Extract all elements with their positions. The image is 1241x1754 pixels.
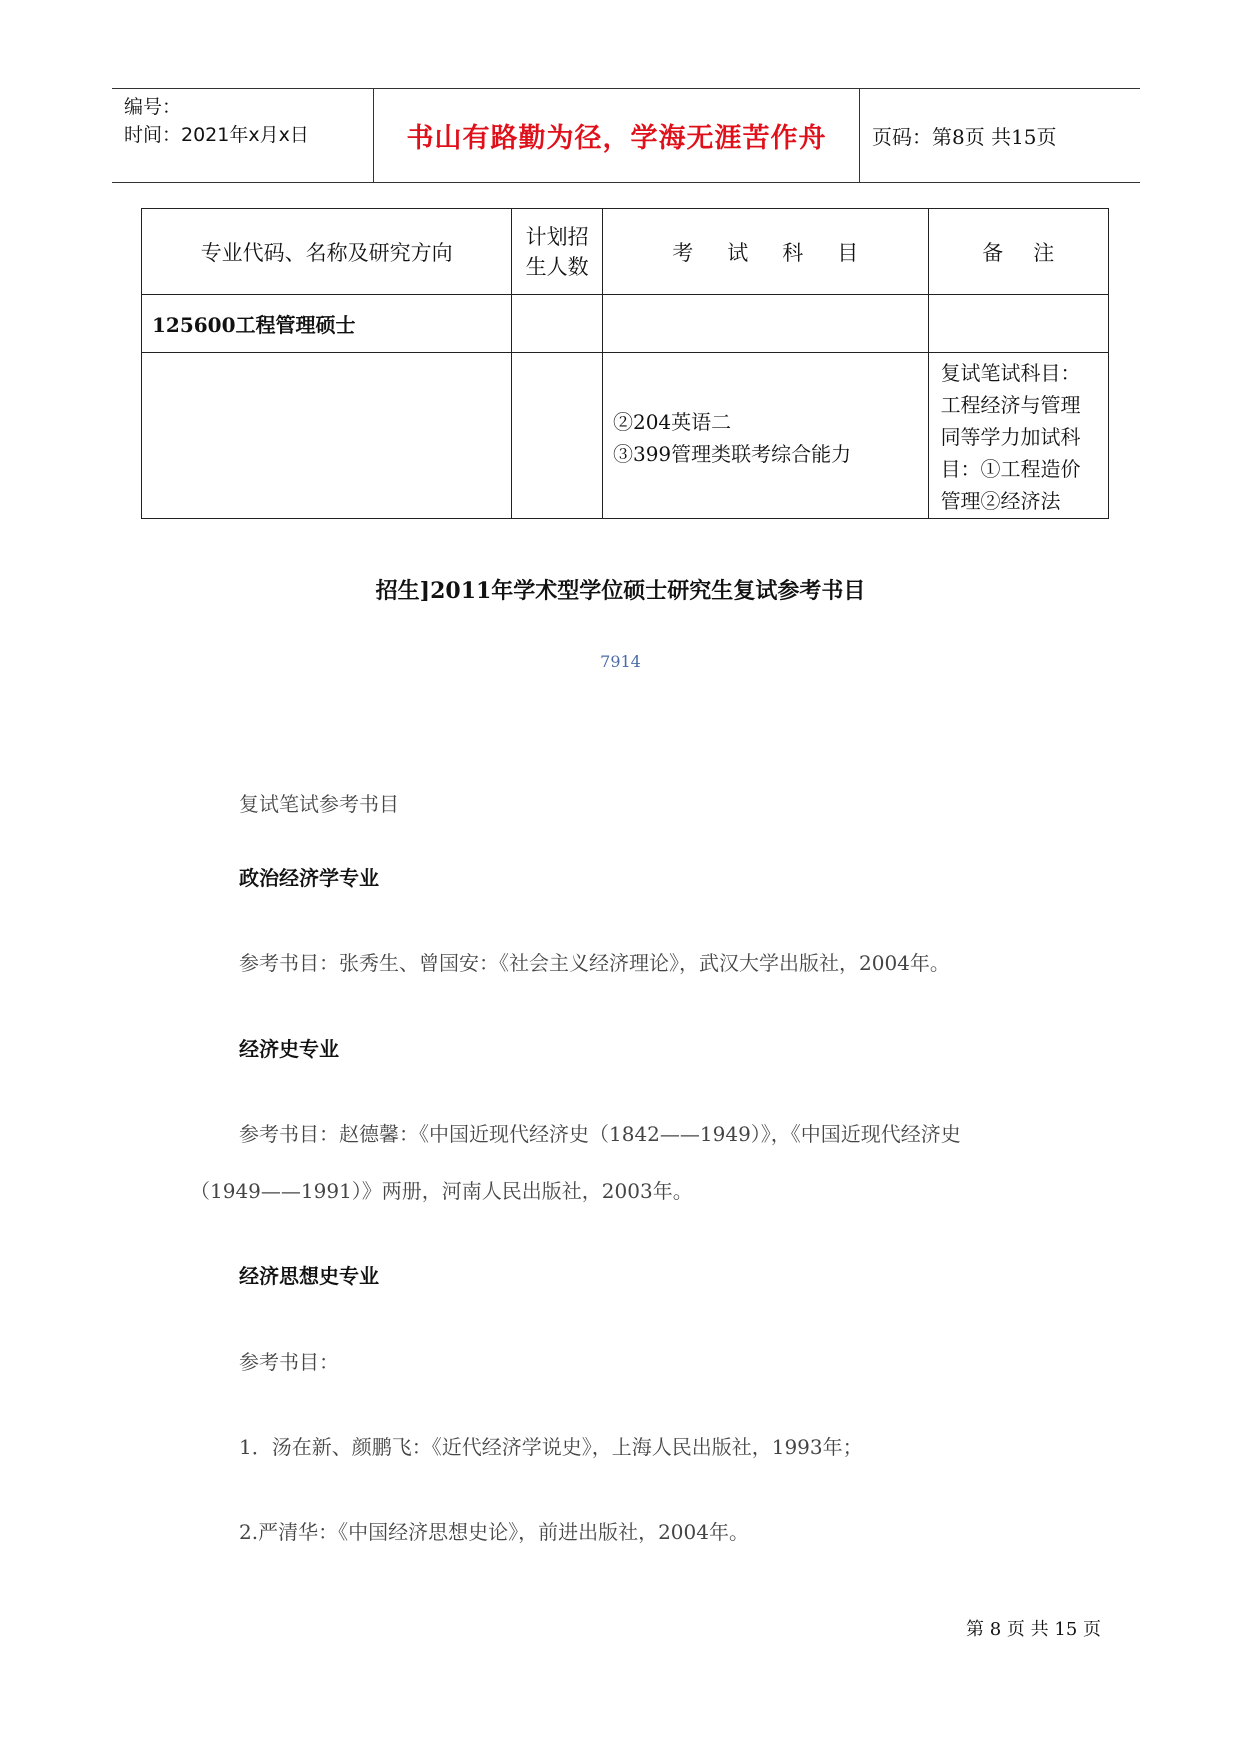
remarks-cell [928,295,1108,353]
section-heading: 复试笔试参考书目 [239,792,399,816]
header-remarks: 备注 [928,209,1108,295]
table-row [142,295,1109,353]
remark-line: 目：①工程造价 [940,456,1081,481]
subject-item: ③399管理类联考综合能力 [612,441,852,466]
subjects-cell [602,353,928,519]
reference-text: 参考书目：赵德馨：《中国近现代经济史（1842——1949）》，《中国近现代经济史 [239,1122,961,1146]
subject-item: ②204英语二 [612,409,732,434]
remark-line: 复试笔试科目： [940,360,1081,385]
remarks-cell [928,353,1108,519]
header-plan-line2: 生人数 [525,254,589,279]
header-major: 专业代码、名称及研究方向 [142,209,512,295]
reference-text: 参考书目： [239,1350,339,1374]
plan-cell [512,295,603,353]
major-heading: 政治经济学专业 [239,866,379,890]
remark-line: 管理②经济法 [940,488,1061,513]
page-header [112,88,1140,183]
header-page-info: 页码：第8页 共15页 [872,125,1057,149]
major-name: 125600工程管理硕士 [142,295,512,353]
major-cell [142,353,512,519]
major-heading: 经济史专业 [239,1037,339,1061]
major-heading: 经济思想史专业 [239,1264,379,1288]
table-header-row [142,209,1109,295]
enrollment-table [141,208,1109,519]
reference-item: 2.严清华：《中国经济思想史论》，前进出版社，2004年。 [239,1520,749,1544]
time-label: 时间：2021年x月x日 [124,124,309,146]
plan-cell [512,353,603,519]
number-label: 编号： [124,96,182,118]
reference-item: 1．汤在新、颜鹏飞：《近代经济学说史》，上海人民出版社，1993年； [239,1435,863,1459]
document-title: 招生]2011年学术型学位硕士研究生复试参考书目 [375,578,866,604]
reference-text: （1949——1991）》两册，河南人民出版社，2003年。 [190,1179,693,1203]
header-divider [859,89,860,182]
table-row [142,353,1109,519]
view-count[interactable]: 7914 [600,652,641,671]
header-plan [512,209,603,295]
subjects-cell [602,295,928,353]
header-meta [124,93,309,149]
remark-line: 工程经济与管理 [940,392,1081,417]
header-plan-line1: 计划招 [525,224,589,249]
remark-line: 同等学力加试科 [940,424,1081,449]
page-footer: 第 8 页 共 15 页 [966,1619,1101,1640]
reference-text: 参考书目：张秀生、曾国安：《社会主义经济理论》，武汉大学出版社，2004年。 [239,951,950,975]
header-motto: 书山有路勤为径，学海无涯苦作舟 [406,123,827,154]
header-subjects: 考试科目 [602,209,928,295]
